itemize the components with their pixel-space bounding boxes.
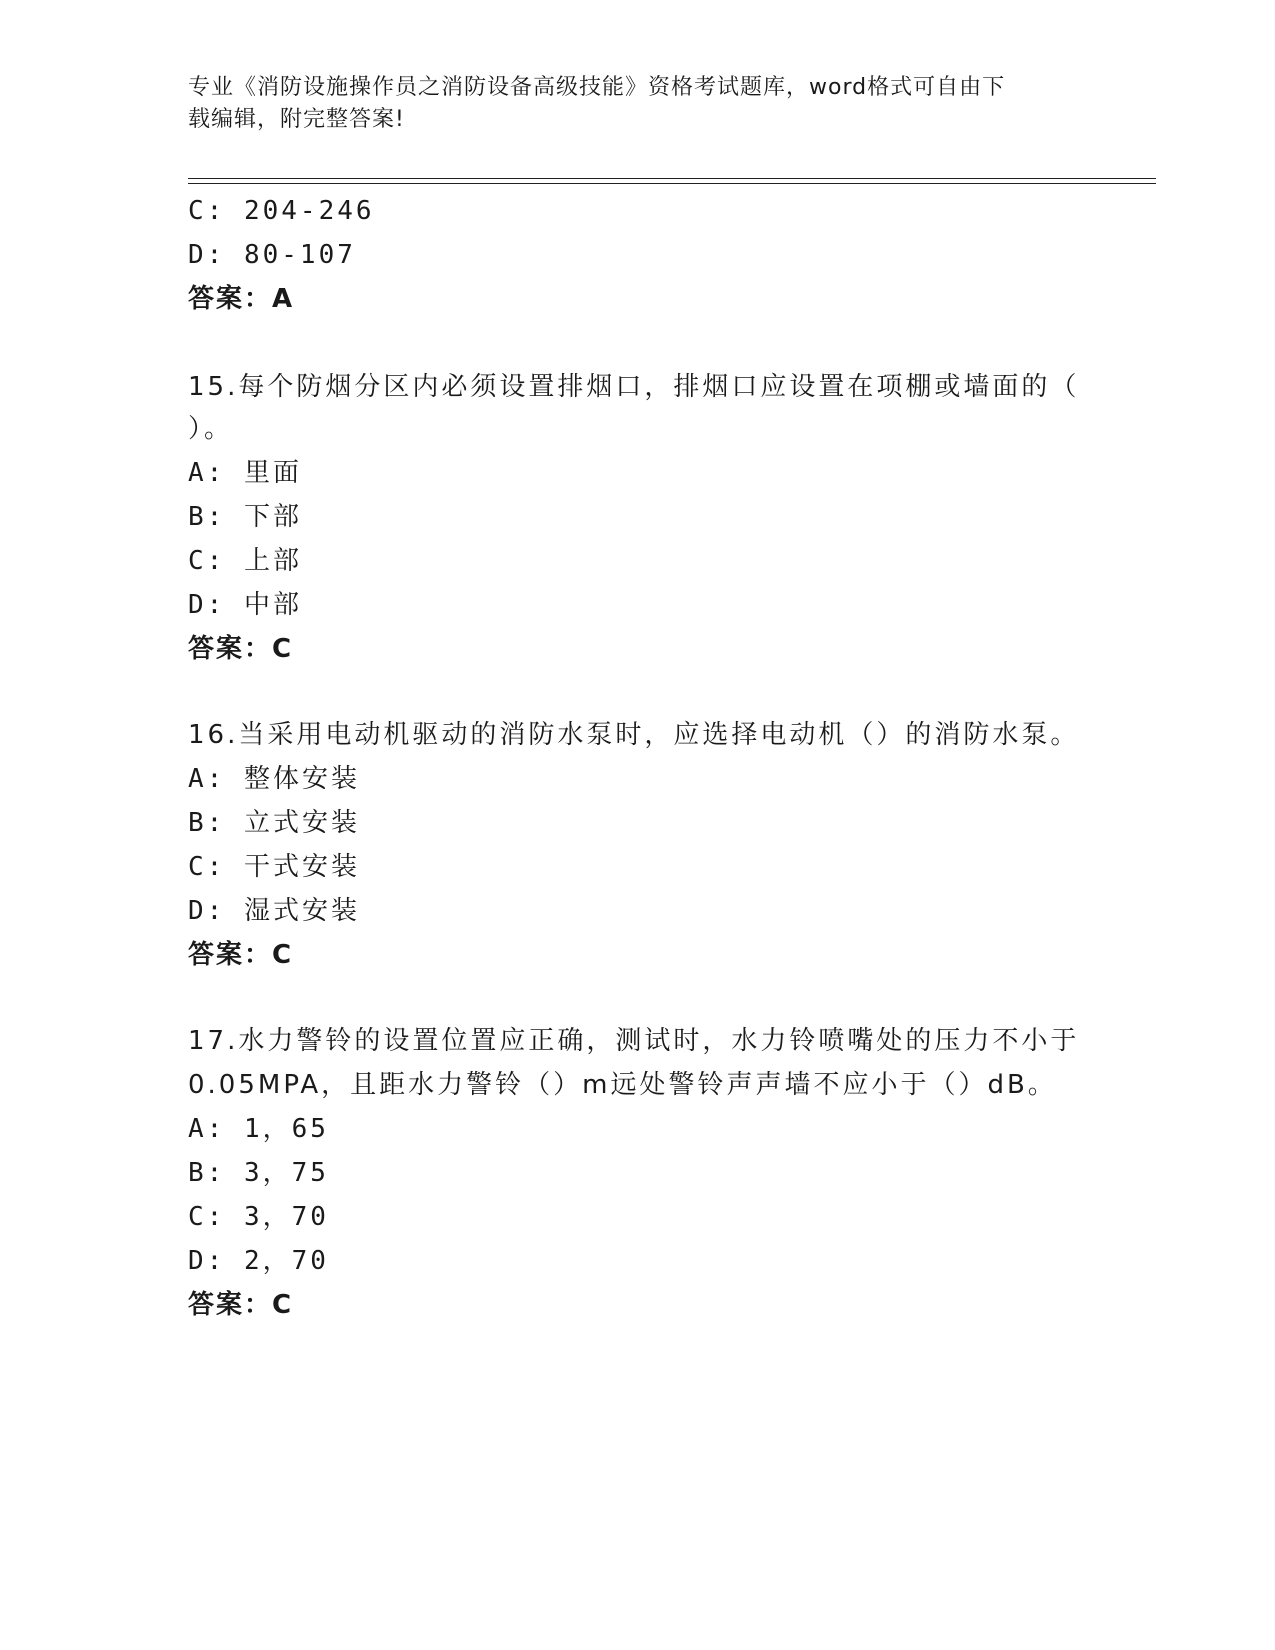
header-line-1: 专业《消防设施操作员之消防设备高级技能》资格考试题库，word格式可自由下 (188, 75, 1006, 100)
question-17-option-a: A: 1，65 (188, 1114, 329, 1144)
question-16-option-c: C: 干式安装 (188, 852, 360, 882)
question-17-option-c: C: 3，70 (188, 1202, 329, 1232)
answer-line: 答案：A (188, 284, 295, 314)
question-16-option-b: B: 立式安装 (188, 808, 360, 838)
question-17-option-b: B: 3，75 (188, 1158, 329, 1188)
question-15-option-c: C: 上部 (188, 546, 302, 576)
header-divider-bottom (188, 183, 1156, 184)
question-15-option-d: D: 中部 (188, 590, 302, 620)
question-15-answer: 答案：C (188, 634, 294, 664)
question-16-answer: 答案：C (188, 940, 294, 970)
option-c: C: 204-246 (188, 196, 375, 226)
question-16-option-d: D: 湿式安装 (188, 896, 360, 926)
header-line-2: 载编辑，附完整答案! (188, 107, 405, 132)
document-header (188, 72, 1088, 136)
question-15-option-a: A: 里面 (188, 458, 302, 488)
option-d: D: 80-107 (188, 240, 356, 270)
question-16-stem-line-1: 16.当采用电动机驱动的消防水泵时，应选择电动机（）的消防水泵。 (188, 720, 1080, 750)
question-17-answer: 答案：C (188, 1290, 294, 1320)
question-15-stem-line-1: 15.每个防烟分区内必须设置排烟口，排烟口应设置在项棚或墙面的（ (188, 372, 1080, 402)
question-15-stem-line-2: ）。 (188, 414, 234, 444)
question-17-option-d: D: 2，70 (188, 1246, 329, 1276)
question-17-stem-line-1: 17.水力警铃的设置位置应正确，测试时，水力铃喷嘴处的压力不小于 (188, 1026, 1080, 1056)
question-17-stem-line-2: 0.05MPA，且距水力警铃（）m远处警铃声声墙不应小于（）dB。 (188, 1070, 1057, 1100)
question-16-option-a: A: 整体安装 (188, 764, 360, 794)
header-divider-top (188, 178, 1156, 179)
question-15-option-b: B: 下部 (188, 502, 302, 532)
